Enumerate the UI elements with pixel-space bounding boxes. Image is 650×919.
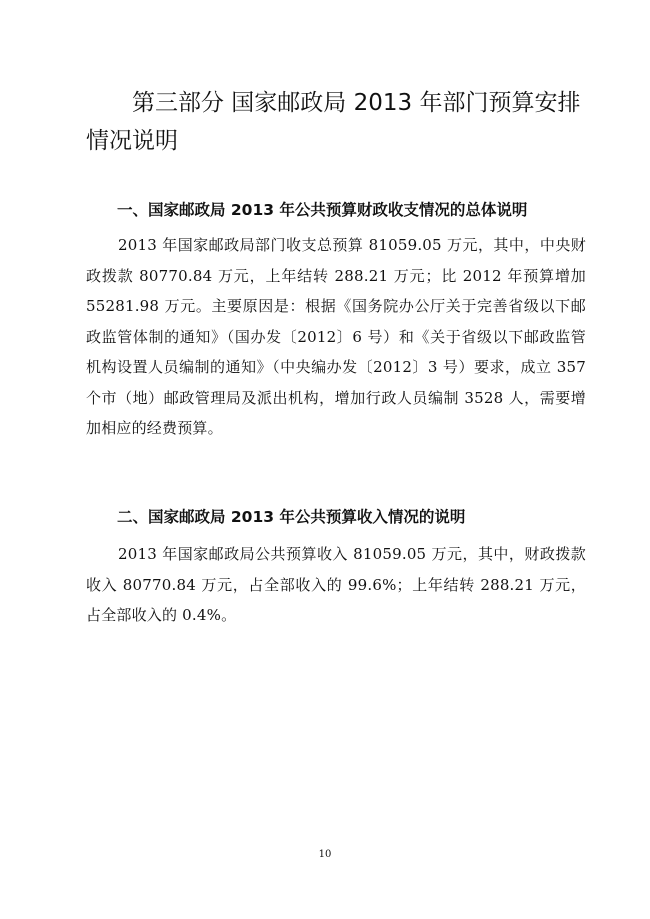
page-title: 第三部分 国家邮政局 2013 年部门预算安排情况说明 (86, 90, 581, 154)
section-heading-revenue: 二、国家邮政局 2013 年公共预算收入情况的说明 (117, 508, 466, 526)
section-heading-overview: 一、国家邮政局 2013 年公共预算财政收支情况的总体说明 (117, 201, 528, 219)
section-paragraph-overview: 2013 年国家邮政局部门收支总预算 81059.05 万元，其中，中央财政拨款 80770.84 万元，上年结转 288.21 万元；比 2012 年预算增加 55281.98 万元。主要原因是：根据《国务院办公厅关于完善省级以下邮政监管体制的通知》（国办发〔2012〕6 号）和《关于省级以下邮政监管机构设置人员编制的通知》（中央编办发〔2012〕3 号）要求，成立 357 个市（地）邮政管理局及派出机构，增加行政人员编制 3528 人，需要增加相应的经费预算。 (86, 236, 586, 437)
section-paragraph-revenue: 2013 年国家邮政局公共预算收入 81059.05 万元，其中，财政拨款收入 80770.84 万元，占全部收入的 99.6%；上年结转 288.21 万元，占全部收入的 0.4%。 (86, 545, 586, 624)
page-number: 10 (318, 849, 332, 860)
